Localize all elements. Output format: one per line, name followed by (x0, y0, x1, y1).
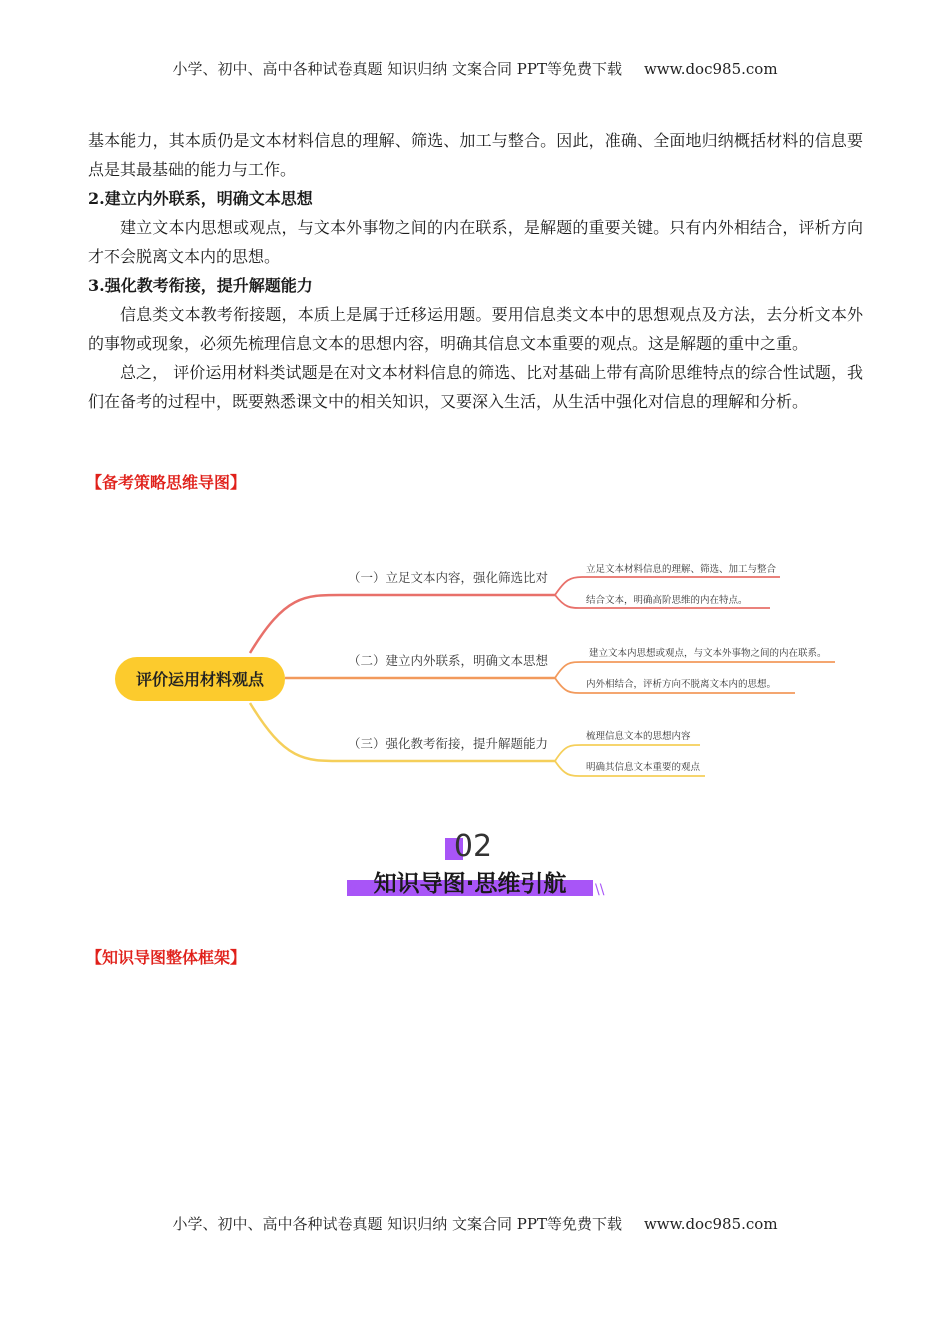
center-label: 评价运用材料观点 (135, 670, 265, 689)
section-title-knowledge-framework: 【知识导图整体框架】 (86, 948, 247, 967)
paragraph-3: 信息类文本教考衔接题，本质上是属于迁移运用题。要用信息类文本中的思想观点及方法，去分析文本外的事物或现象，必须先梳理信息文本的思想内容，明确其信息文本重要的观点。这是解题的重中之重。 (88, 305, 863, 353)
leaf-3-1: 梳理信息文本的思想内容 (586, 731, 691, 742)
banner-number: 02 (453, 829, 493, 864)
paragraph-1: 基本能力，其本质仍是文本材料信息的理解、筛选、加工与整合。因此，准确、全面地归纳概括材料的信息要点是其最基础的能力与工作。 (88, 131, 863, 179)
heading-3: 3.强化教考衔接，提升解题能力 (88, 276, 313, 295)
page-header (0, 58, 950, 79)
section-title-strategy-map: 【备考策略思维导图】 (86, 473, 247, 492)
right-slash-icon: \\ (595, 882, 605, 898)
leaf-2-1-line (555, 662, 835, 678)
leaf-3-1-line (555, 745, 700, 761)
branch-3-label: （三）强化教考衔接，提升解题能力 (348, 736, 549, 751)
leaf-2-2: 内外相结合，评析方向不脱离文本内的思想。 (586, 679, 777, 690)
branch-1-label: （一）立足文本内容，强化筛选比对 (348, 570, 549, 585)
heading-2: 2.建立内外联系，明确文本思想 (88, 189, 313, 208)
header-text: 小学、初中、高中各种试卷真题 知识归纳 文案合同 PPT等免费下载 (172, 60, 622, 78)
section-banner (325, 822, 615, 902)
footer-text: 小学、初中、高中各种试卷真题 知识归纳 文案合同 PPT等免费下载 (172, 1215, 622, 1233)
article-body (88, 126, 863, 416)
branch-1-connector (250, 595, 555, 653)
paragraph-4: 总之， 评价运用材料类试题是在对文本材料信息的筛选、比对基础上带有高阶思维特点的综合性试题，我们在备考的过程中，既要熟悉课文中的相关知识，又要深入生活，从生活中强化对信息的理解和分析。 (88, 363, 863, 411)
leaf-1-1: 立足文本材料信息的理解、筛选、加工与整合 (586, 564, 777, 575)
paragraph-2: 建立文本内思想或观点，与文本外事物之间的内在联系，是解题的重要关键。只有内外相结合，评析方向才不会脱离文本内的思想。 (88, 218, 863, 266)
banner-title: 知识导图·思维引航 (373, 871, 567, 897)
leaf-1-2: 结合文本，明确高阶思维的内在特点。 (586, 595, 748, 606)
strategy-mind-map (100, 545, 860, 790)
leaf-1-1-line (555, 577, 780, 595)
branch-3-connector (250, 703, 555, 761)
leaf-2-1: 建立文本内思想或观点，与文本外事物之间的内在联系。 (589, 648, 827, 659)
left-slash-icon: // (347, 882, 357, 898)
header-url[interactable]: www.doc985.com (643, 60, 778, 78)
page-footer (0, 1213, 950, 1234)
branch-2-label: （二）建立内外联系，明确文本思想 (348, 653, 549, 668)
footer-url[interactable]: www.doc985.com (643, 1215, 778, 1233)
leaf-3-2: 明确其信息文本重要的观点 (586, 762, 701, 773)
